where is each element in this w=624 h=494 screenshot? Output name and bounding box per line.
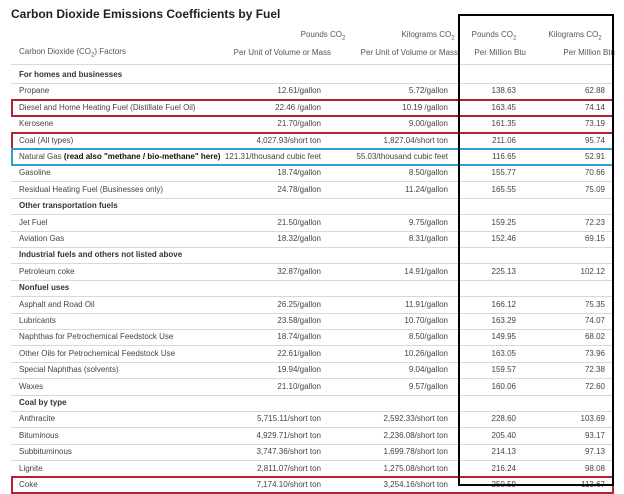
- table-row: [11, 379, 614, 395]
- kg-per-mmbtu-value: 72.60: [584, 382, 605, 391]
- lbs-per-mmbtu-value: 205.40: [491, 431, 516, 440]
- fuel-label: [19, 362, 119, 378]
- table-row: [11, 133, 614, 149]
- col1-header-bottom: Per Unit of Volume or Mass: [233, 48, 331, 57]
- kg-per-unit-value: 9.00/gallon: [408, 119, 448, 128]
- table-row: [11, 100, 614, 116]
- col2-header-bottom: Per Unit of Volume or Mass: [360, 48, 458, 57]
- lbs-per-mmbtu-value: 163.29: [491, 316, 516, 325]
- fuel-name: Lignite: [19, 464, 43, 473]
- lbs-per-mmbtu-value: 216.24: [491, 464, 516, 473]
- col1-header-top: Pounds $CO_2$: [300, 30, 346, 42]
- kg-per-unit-value: 8.50/gallon: [408, 332, 448, 341]
- kg-per-mmbtu-value: 69.15: [584, 234, 605, 243]
- fuel-label: [19, 149, 220, 165]
- table-row: [11, 215, 614, 231]
- kg-per-mmbtu-value: 102.12: [580, 267, 605, 276]
- lbs-per-mmbtu-value: 116.65: [492, 152, 516, 161]
- kg-per-unit-value: 10.19 /gallon: [402, 103, 448, 112]
- fuel-label: [19, 264, 75, 280]
- lbs-per-unit-value: 12.61/gallon: [277, 86, 321, 95]
- kg-per-unit-value: 11.91/gallon: [405, 300, 448, 309]
- lbs-per-unit-value: 24.78/gallon: [277, 185, 321, 194]
- table-row: [11, 477, 614, 493]
- kg-per-mmbtu-value: 74.07: [584, 316, 605, 325]
- lbs-per-unit-value: 18.74/gallon: [277, 332, 321, 341]
- lbs-per-mmbtu-value: 225.13: [491, 267, 516, 276]
- kg-per-mmbtu-value: 113.67: [581, 480, 605, 489]
- kg-per-mmbtu-value: 97.13: [584, 447, 605, 456]
- kg-per-mmbtu-value: 93.17: [584, 431, 605, 440]
- section-header: [11, 280, 614, 296]
- kg-per-mmbtu-value: 95.74: [584, 136, 605, 145]
- lbs-per-mmbtu-value: 152.46: [491, 234, 516, 243]
- lbs-per-unit-value: 3,747.36/short ton: [256, 447, 321, 456]
- lbs-per-mmbtu-value: 159.57: [491, 365, 516, 374]
- fuel-name: Special Naphthas (solvents): [19, 365, 119, 374]
- lbs-per-mmbtu-value: 214.13: [491, 447, 516, 456]
- lbs-per-mmbtu-value: 165.55: [491, 185, 516, 194]
- fuel-name: Lubricants: [19, 316, 56, 325]
- lbs-per-unit-value: 21.50/gallon: [277, 218, 321, 227]
- kg-per-mmbtu-value: 103.69: [580, 414, 605, 423]
- lbs-per-mmbtu-value: 250.59: [491, 480, 516, 489]
- kg-per-unit-value: 3,254.16/short ton: [383, 480, 448, 489]
- fuel-name: Asphalt and Road Oil: [19, 300, 95, 309]
- fuel-label: [19, 83, 49, 99]
- lbs-per-mmbtu-value: 211.06: [492, 136, 516, 145]
- lbs-per-unit-value: 121.31/thousand cubic feet: [224, 152, 321, 161]
- table-row: [11, 329, 614, 345]
- col4-header-bottom: Per Million Btu: [563, 48, 615, 57]
- kg-per-unit-value: 9.57/gallon: [408, 382, 448, 391]
- lbs-per-mmbtu-value: 166.12: [491, 300, 516, 309]
- table-row: [11, 182, 614, 198]
- kg-per-unit-value: 8.31/gallon: [408, 234, 448, 243]
- lbs-per-unit-value: 7,174.10/short ton: [256, 480, 321, 489]
- table-row: [11, 165, 614, 181]
- table-row: [11, 231, 614, 247]
- fuel-name: Other transportation fuels: [19, 201, 118, 210]
- kg-per-mmbtu-value: 75.09: [584, 185, 605, 194]
- fuel-name: Diesel and Home Heating Fuel (Distillate Fuel Oil): [19, 103, 196, 112]
- kg-per-mmbtu-value: 74.14: [584, 103, 605, 112]
- lbs-per-unit-value: 26.25/gallon: [277, 300, 321, 309]
- section-label: [19, 198, 118, 214]
- kg-per-mmbtu-value: 70.66: [584, 168, 605, 177]
- fuel-name: Naphthas for Petrochemical Feedstock Use: [19, 332, 174, 341]
- fuel-name: Nonfuel uses: [19, 283, 70, 292]
- fuel-label: [19, 477, 38, 493]
- table-row: [11, 346, 614, 362]
- fuel-name: Industrial fuels and others not listed above: [19, 250, 183, 259]
- fuel-name: Anthracite: [19, 414, 56, 423]
- kg-per-unit-value: 2,592.33/short ton: [383, 414, 448, 423]
- fuel-name: Coke: [19, 480, 38, 489]
- kg-per-unit-value: 1,827.04/short ton: [383, 136, 448, 145]
- lbs-per-unit-value: 21.70/gallon: [277, 119, 321, 128]
- fuel-label: [19, 133, 73, 149]
- kg-per-mmbtu-value: 68.02: [584, 332, 605, 341]
- fuel-label: [19, 231, 64, 247]
- lbs-per-mmbtu-value: 159.25: [491, 218, 516, 227]
- table-row: [11, 461, 614, 477]
- col2-header-top: Kilograms $CO_2$: [401, 30, 455, 42]
- fuel-label: [19, 461, 43, 477]
- fuel-name: Jet Fuel: [19, 218, 48, 227]
- fuel-label: [19, 215, 47, 231]
- fuel-label: [19, 444, 72, 460]
- table-row: [11, 362, 614, 378]
- lbs-per-mmbtu-value: 160.06: [491, 382, 516, 391]
- fuel-name: Coal by type: [19, 398, 67, 407]
- kg-per-unit-value: 1,275.08/short ton: [383, 464, 448, 473]
- col4-header-top: Kilograms $CO_2$: [548, 30, 602, 42]
- lbs-per-mmbtu-value: 138.63: [491, 86, 516, 95]
- fuel-label: [19, 313, 56, 329]
- kg-per-unit-value: 9.04/gallon: [408, 365, 448, 374]
- kg-per-unit-value: 55.03/thousand cubic feet: [356, 152, 448, 161]
- fuel-name: Natural Gas: [19, 152, 62, 161]
- fuel-name: Residual Heating Fuel (Businesses only): [19, 185, 164, 194]
- fuel-label: [19, 182, 163, 198]
- lbs-per-unit-value: 18.32/gallon: [277, 234, 321, 243]
- lbs-per-unit-value: 4,027.93/short ton: [256, 136, 321, 145]
- section-header: [11, 247, 614, 263]
- section-header: [11, 67, 614, 83]
- col3-header-top: Pounds $CO_2$: [471, 30, 517, 42]
- fuel-name: Aviation Gas: [19, 234, 65, 243]
- lbs-per-unit-value: 23.58/gallon: [277, 316, 321, 325]
- kg-per-mmbtu-value: 52.91: [584, 152, 605, 161]
- col3-header-bottom: Per Million Btu: [474, 48, 526, 57]
- lbs-per-mmbtu-value: 161.35: [491, 119, 516, 128]
- table-row: [11, 83, 614, 99]
- kg-per-unit-value: 8.50/gallon: [408, 168, 448, 177]
- section-label: [19, 280, 69, 296]
- lbs-per-mmbtu-value: 163.05: [491, 349, 516, 358]
- lbs-per-mmbtu-value: 163.45: [491, 103, 516, 112]
- fuel-name: Gasoline: [19, 168, 51, 177]
- fuel-name: Waxes: [19, 382, 44, 391]
- kg-per-unit-value: 14.91/gallon: [404, 267, 448, 276]
- table-row: [11, 411, 614, 427]
- lbs-per-unit-value: 22.61/gallon: [277, 349, 321, 358]
- fuel-name: Other Oils for Petrochemical Feedstock Use: [19, 349, 176, 358]
- kg-per-unit-value: 2,236.08/short ton: [383, 431, 448, 440]
- kg-per-unit-value: 10.70/gallon: [404, 316, 448, 325]
- lbs-per-unit-value: 19.94/gallon: [277, 365, 321, 374]
- kg-per-unit-value: 10.26/gallon: [404, 349, 448, 358]
- page-title: Carbon Dioxide Emissions Coefficients by Fuel: [11, 7, 281, 21]
- lbs-per-mmbtu-value: 149.95: [491, 332, 516, 341]
- fuel-label: [19, 379, 43, 395]
- lbs-per-mmbtu-value: 155.77: [491, 168, 516, 177]
- table-row: [11, 149, 614, 165]
- fuel-name: Propane: [19, 86, 50, 95]
- header-divider: [11, 64, 614, 65]
- section-label: [19, 247, 182, 263]
- table-row: [11, 444, 614, 460]
- lbs-per-unit-value: 18.74/gallon: [277, 168, 321, 177]
- table-row: [11, 264, 614, 280]
- fuel-label: [19, 116, 53, 132]
- kg-per-mmbtu-value: 73.19: [584, 119, 605, 128]
- kg-per-mmbtu-value: 75.35: [584, 300, 605, 309]
- kg-per-mmbtu-value: 72.23: [584, 218, 605, 227]
- kg-per-mmbtu-value: 73.96: [584, 349, 605, 358]
- kg-per-unit-value: 11.24/gallon: [405, 185, 448, 194]
- fuel-name: Subbituminous: [19, 447, 72, 456]
- fuel-label: [19, 411, 55, 427]
- kg-per-unit-value: 1,699.78/short ton: [383, 447, 448, 456]
- section-header: [11, 395, 614, 411]
- lbs-per-unit-value: 2,811.07/short ton: [257, 464, 321, 473]
- fuel-label: [19, 329, 173, 345]
- lbs-per-unit-value: 22.46 /gallon: [275, 103, 321, 112]
- fuel-label: [19, 428, 59, 444]
- section-label: [19, 67, 122, 83]
- fuel-label: [19, 165, 51, 181]
- kg-per-unit-value: 5.72/gallon: [408, 86, 448, 95]
- fuel-label: [19, 100, 196, 116]
- factors-header: Carbon Dioxide $(CO_2)$ Factors: [19, 47, 126, 59]
- table-row: [11, 428, 614, 444]
- kg-per-mmbtu-value: 72.38: [584, 365, 605, 374]
- fuel-name: Kerosene: [19, 119, 54, 128]
- lbs-per-unit-value: 5,715.11/short ton: [257, 414, 321, 423]
- kg-per-unit-value: 9.75/gallon: [408, 218, 448, 227]
- lbs-per-mmbtu-value: 228.60: [491, 414, 516, 423]
- kg-per-mmbtu-value: 98.08: [584, 464, 605, 473]
- table-row: [11, 313, 614, 329]
- section-label: [19, 395, 67, 411]
- table-row: [11, 116, 614, 132]
- fuel-name: Coal (All types): [19, 136, 74, 145]
- table-row: [11, 297, 614, 313]
- fuel-name: For homes and businesses: [19, 70, 123, 79]
- section-header: [11, 198, 614, 214]
- fuel-name: Petroleum coke: [19, 267, 75, 276]
- lbs-per-unit-value: 21.10/gallon: [277, 382, 321, 391]
- fuel-label: [19, 297, 95, 313]
- fuel-name: Bituminous: [19, 431, 59, 440]
- fuel-label: [19, 346, 175, 362]
- kg-per-mmbtu-value: 62.88: [584, 86, 605, 95]
- lbs-per-unit-value: 32.87/gallon: [277, 267, 321, 276]
- lbs-per-unit-value: 4,929.71/short ton: [256, 431, 321, 440]
- annotation-note: (read also "methane / bio-methane" here): [63, 152, 221, 161]
